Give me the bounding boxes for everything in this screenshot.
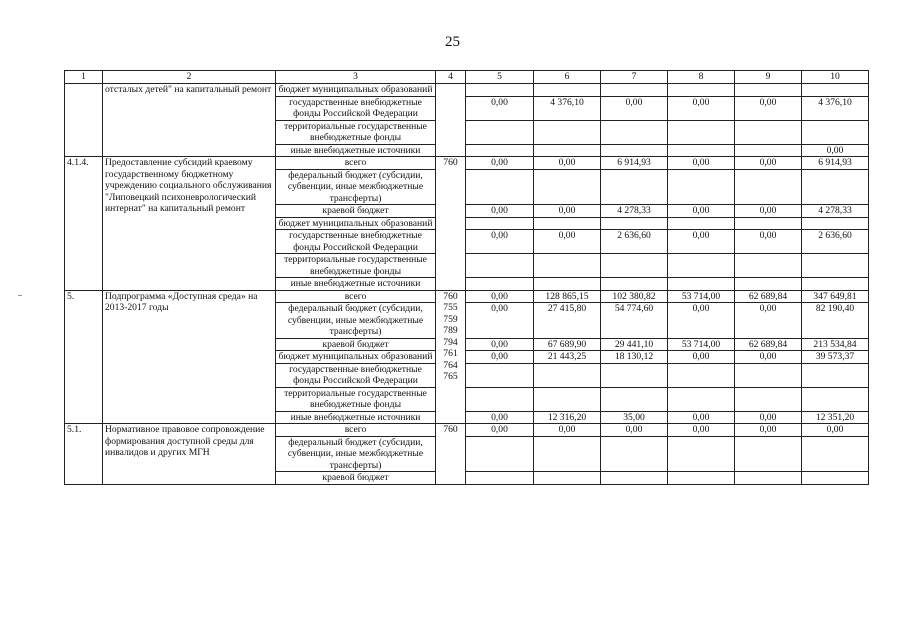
amount-cell: 0,00 (735, 303, 802, 339)
amount-cell (735, 144, 802, 157)
amount-cell (601, 472, 668, 485)
amount-cell (466, 472, 534, 485)
col-header: 4 (436, 71, 466, 84)
amount-cell (601, 436, 668, 472)
table-row (65, 424, 869, 437)
amount-cell (601, 217, 668, 230)
col-header: 1 (65, 71, 103, 84)
table-row (65, 157, 869, 170)
program-title: отсталых детей" на капитальный ремонт (103, 84, 276, 157)
budget-codes: 760 (436, 424, 466, 485)
amount-cell (735, 84, 802, 97)
amount-cell (466, 387, 534, 411)
amount-cell: 347 649,81 (802, 290, 869, 303)
amount-cell (601, 363, 668, 387)
amount-cell: 0,00 (735, 157, 802, 170)
amount-cell (668, 278, 735, 291)
funding-source: краевой бюджет (276, 472, 436, 485)
amount-cell (466, 217, 534, 230)
amount-cell (601, 278, 668, 291)
amount-cell (601, 387, 668, 411)
amount-cell: 102 380,82 (601, 290, 668, 303)
amount-cell (802, 254, 869, 278)
amount-cell: 0,00 (466, 351, 534, 364)
funding-source: бюджет муниципальных образований (276, 351, 436, 364)
amount-cell (466, 120, 534, 144)
amount-cell (534, 120, 601, 144)
amount-cell (601, 84, 668, 97)
funding-source: территориальные государственные внебюджетные фонды (276, 254, 436, 278)
row-number (65, 84, 103, 157)
amount-cell: 0,00 (735, 230, 802, 254)
amount-cell: 12 316,20 (534, 411, 601, 424)
row-number: 4.1.4. (65, 157, 103, 291)
amount-cell (668, 363, 735, 387)
amount-cell (735, 254, 802, 278)
amount-cell (735, 472, 802, 485)
amount-cell (534, 472, 601, 485)
amount-cell: 12 351,20 (802, 411, 869, 424)
amount-cell: 53 714,00 (668, 290, 735, 303)
amount-cell: 0,00 (668, 205, 735, 218)
amount-cell: 54 774,60 (601, 303, 668, 339)
amount-cell: 0,00 (668, 230, 735, 254)
table-row (65, 290, 869, 303)
col-header: 9 (735, 71, 802, 84)
program-title: Подпрограмма «Доступная среда» на 2013-2017 годы (103, 290, 276, 424)
amount-cell: 0,00 (466, 230, 534, 254)
amount-cell (466, 144, 534, 157)
funding-source: федеральный бюджет (субсидии, субвенции, иные межбюджетные трансферты) (276, 303, 436, 339)
amount-cell (802, 84, 869, 97)
row-number: 5.1. (65, 424, 103, 485)
amount-cell (735, 217, 802, 230)
amount-cell (668, 387, 735, 411)
table-row (65, 84, 869, 97)
amount-cell: 62 689,84 (735, 338, 802, 351)
amount-cell: 67 689,90 (534, 338, 601, 351)
amount-cell: 4 376,10 (534, 96, 601, 120)
amount-cell: 0,00 (466, 96, 534, 120)
amount-cell: 0,00 (802, 144, 869, 157)
amount-cell (534, 254, 601, 278)
amount-cell: 0,00 (668, 424, 735, 437)
amount-cell (466, 84, 534, 97)
amount-cell (668, 436, 735, 472)
amount-cell (735, 120, 802, 144)
amount-cell: 4 278,33 (601, 205, 668, 218)
amount-cell (601, 254, 668, 278)
amount-cell: 0,00 (735, 205, 802, 218)
amount-cell: 0,00 (601, 96, 668, 120)
amount-cell: 0,00 (466, 338, 534, 351)
col-header: 5 (466, 71, 534, 84)
amount-cell (802, 278, 869, 291)
budget-codes: 760 (436, 157, 466, 291)
budget-codes (436, 84, 466, 157)
amount-cell (668, 120, 735, 144)
amount-cell: 27 415,80 (534, 303, 601, 339)
budget-codes: 760 755 759 789 794 761 764 765 (436, 290, 466, 424)
amount-cell: 0,00 (466, 290, 534, 303)
amount-cell: 29 441,10 (601, 338, 668, 351)
funding-source: бюджет муниципальных образований (276, 217, 436, 230)
amount-cell (668, 169, 735, 205)
amount-cell (668, 84, 735, 97)
amount-cell: 53 714,00 (668, 338, 735, 351)
amount-cell: 0,00 (735, 411, 802, 424)
amount-cell: 0,00 (668, 411, 735, 424)
amount-cell (802, 472, 869, 485)
amount-cell (601, 169, 668, 205)
amount-cell: 6 914,93 (601, 157, 668, 170)
funding-source: иные внебюджетные источники (276, 144, 436, 157)
funding-source: государственные внебюджетные фонды Российской Федерации (276, 230, 436, 254)
amount-cell (668, 254, 735, 278)
amount-cell (735, 363, 802, 387)
amount-cell (534, 84, 601, 97)
amount-cell (534, 363, 601, 387)
amount-cell: 0,00 (668, 96, 735, 120)
funding-source: краевой бюджет (276, 205, 436, 218)
funding-source: государственные внебюджетные фонды Российской Федерации (276, 363, 436, 387)
amount-cell (668, 144, 735, 157)
amount-cell: 39 573,37 (802, 351, 869, 364)
amount-cell: 2 636,60 (802, 230, 869, 254)
amount-cell (802, 436, 869, 472)
amount-cell: 82 190,40 (802, 303, 869, 339)
amount-cell: 0,00 (534, 230, 601, 254)
amount-cell (735, 169, 802, 205)
col-header: 8 (668, 71, 735, 84)
funding-source: федеральный бюджет (субсидии, субвенции, иные межбюджетные трансферты) (276, 436, 436, 472)
amount-cell (601, 144, 668, 157)
funding-source: всего (276, 290, 436, 303)
amount-cell: 0,00 (466, 157, 534, 170)
amount-cell (534, 278, 601, 291)
col-header: 6 (534, 71, 601, 84)
funding-source: краевой бюджет (276, 338, 436, 351)
amount-cell: 6 914,93 (802, 157, 869, 170)
amount-cell: 0,00 (668, 303, 735, 339)
amount-cell (601, 120, 668, 144)
amount-cell: 0,00 (735, 351, 802, 364)
amount-cell (466, 169, 534, 205)
budget-table (64, 70, 869, 485)
amount-cell (534, 387, 601, 411)
funding-source: территориальные государственные внебюджетные фонды (276, 387, 436, 411)
funding-source: бюджет муниципальных образований (276, 84, 436, 97)
program-title: Предоставление субсидий краевому государственному бюджетному учреждению социального обслуживания "Липовецкий психоневрологический интернат" на капитальный ремонт (103, 157, 276, 291)
amount-cell: 0,00 (668, 157, 735, 170)
amount-cell: 0,00 (466, 205, 534, 218)
amount-cell: 0,00 (534, 205, 601, 218)
program-title: Нормативное правовое сопровождение формирования доступной среды для инвалидов и других МГН (103, 424, 276, 485)
amount-cell: 0,00 (802, 424, 869, 437)
amount-cell (802, 387, 869, 411)
funding-source: иные внебюджетные источники (276, 278, 436, 291)
amount-cell (534, 217, 601, 230)
amount-cell: 4 376,10 (802, 96, 869, 120)
amount-cell (466, 254, 534, 278)
table-body (65, 71, 869, 485)
amount-cell: 0,00 (466, 424, 534, 437)
amount-cell: 0,00 (534, 157, 601, 170)
col-header: 7 (601, 71, 668, 84)
funding-source: территориальные государственные внебюджетные фонды (276, 120, 436, 144)
col-header: 10 (802, 71, 869, 84)
amount-cell: 18 130,12 (601, 351, 668, 364)
amount-cell: 62 689,84 (735, 290, 802, 303)
funding-source: федеральный бюджет (субсидии, субвенции, иные межбюджетные трансферты) (276, 169, 436, 205)
amount-cell (466, 278, 534, 291)
amount-cell: 0,00 (601, 424, 668, 437)
amount-cell (802, 169, 869, 205)
funding-source: иные внебюджетные источники (276, 411, 436, 424)
amount-cell (534, 169, 601, 205)
col-header: 2 (103, 71, 276, 84)
amount-cell: 4 278,33 (802, 205, 869, 218)
row-number: 5. (65, 290, 103, 424)
amount-cell: 35,00 (601, 411, 668, 424)
funding-source: государственные внебюджетные фонды Российской Федерации (276, 96, 436, 120)
amount-cell (534, 144, 601, 157)
col-header: 3 (276, 71, 436, 84)
amount-cell (802, 120, 869, 144)
amount-cell: 21 443,25 (534, 351, 601, 364)
amount-cell (802, 363, 869, 387)
funding-source: всего (276, 424, 436, 437)
header-row (65, 71, 869, 84)
amount-cell (668, 472, 735, 485)
amount-cell: 128 865,15 (534, 290, 601, 303)
funding-source: всего (276, 157, 436, 170)
amount-cell (802, 217, 869, 230)
amount-cell: 0,00 (466, 303, 534, 339)
page-number: 25 (445, 34, 460, 50)
amount-cell: 213 534,84 (802, 338, 869, 351)
amount-cell: 2 636,60 (601, 230, 668, 254)
amount-cell (534, 436, 601, 472)
amount-cell: 0,00 (534, 424, 601, 437)
amount-cell: 0,00 (466, 411, 534, 424)
amount-cell (466, 363, 534, 387)
amount-cell: 0,00 (735, 96, 802, 120)
scan-mark (18, 295, 22, 296)
amount-cell (735, 387, 802, 411)
amount-cell (466, 436, 534, 472)
amount-cell: 0,00 (735, 424, 802, 437)
amount-cell: 0,00 (668, 351, 735, 364)
amount-cell (735, 278, 802, 291)
amount-cell (668, 217, 735, 230)
amount-cell (735, 436, 802, 472)
